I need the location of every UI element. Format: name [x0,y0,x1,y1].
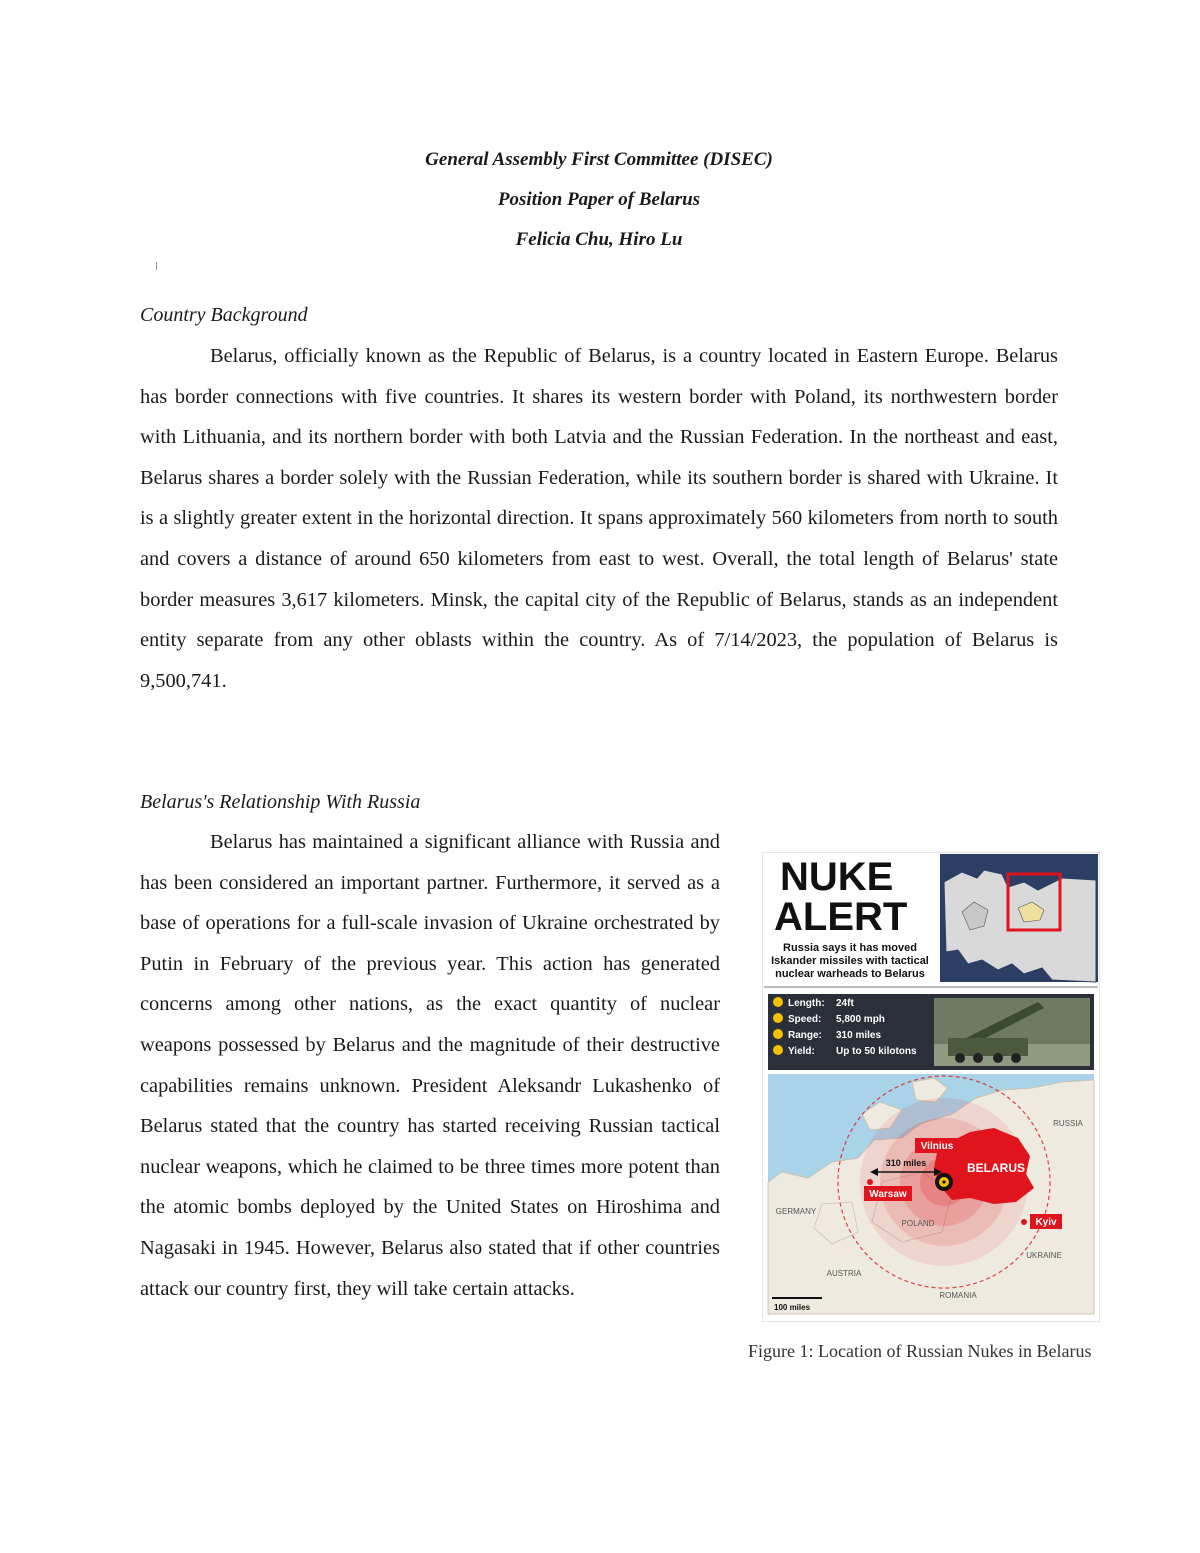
headline-nuke: NUKE [780,855,894,899]
spec-label: Yield: [788,1046,815,1057]
radiation-icon [773,997,783,1007]
scale-label: 100 miles [774,1303,811,1312]
committee-title: General Assembly First Committee (DISEC) [425,149,773,170]
distance-label: 310 miles [885,1158,927,1168]
subhead-line-3: nuclear warheads to Belarus [775,968,925,980]
spec-value: 24ft [836,998,854,1009]
radiation-icon [773,1029,783,1039]
spec-value: 310 miles [836,1030,882,1041]
spec-label: Length: [788,998,825,1009]
subhead-line-2: Iskander missiles with tactical [771,955,929,967]
title-block [140,140,1058,260]
label-germany: GERMANY [775,1207,817,1216]
label-vilnius: Vilnius [920,1141,954,1152]
radiation-icon [773,1013,783,1023]
authors-line: Felicia Chu, Hiro Lu [515,229,683,250]
paper-title: Position Paper of Belarus [497,189,701,210]
figure-caption: Figure 1: Location of Russian Nukes in Belarus [748,1341,1092,1361]
label-belarus: BELARUS [966,1161,1026,1175]
section-heading-background: Country Background [140,304,308,326]
nuke-alert-figure [762,852,1100,1322]
spec-value: 5,800 mph [836,1014,885,1025]
label-ukraine: UKRAINE [1026,1251,1062,1260]
spec-label: Range: [788,1030,822,1041]
label-austria: AUSTRIA [826,1269,862,1278]
label-warsaw: Warsaw [869,1189,907,1200]
inset-europe-map [940,854,1098,982]
label-kyiv: Kyiv [1035,1217,1057,1228]
main-map [768,1074,1094,1314]
stray-mark [156,262,157,270]
label-romania: ROMANIA [939,1291,977,1300]
label-russia: RUSSIA [1053,1119,1083,1128]
label-poland: POLAND [901,1219,935,1228]
subhead-line-1: Russia says it has moved [783,942,917,954]
spec-value: Up to 50 kilotons [836,1046,917,1057]
radiation-icon [773,1045,783,1055]
spec-panel [764,986,1098,1070]
spec-label: Speed: [788,1014,822,1025]
headline-alert: ALERT [774,895,908,939]
paragraph-relationship: Belarus has maintained a significant alliance with Russia and has been considered an important partner. Furthermore, it served as a base of operations for a full-scale invasion of Ukraine orchestrated by Putin in February of the previous year. This action has generated concerns among other nations, as the exact quantity of nuclear weapons possessed by Belarus and the magnitude of their destructive capabilities remains unknown. President Aleksandr Lukashenko of Belarus stated that the country has started receiving Russian tactical nuclear weapons, which he claimed to be three times more potent than the atomic bombs deployed by the United States on Hiroshima and Nagasaki in 1945. However, Belarus also stated that if other countries attack our country first, they will take certain attacks. [140,831,720,1300]
section-heading-relationship: Belarus's Relationship With Russia [140,791,421,813]
paragraph-background: Belarus, officially known as the Republic of Belarus, is a country located in Eastern Europe. Belarus has border connections with five countries. It shares its western border with Poland, its northwestern border with Lithuania, and its northern border with both Latvia and the Russian Federation. In the northeast and east, Belarus shares a border solely with the Russian Federation, while its southern border is shared with Ukraine. It is a slightly greater extent in the horizontal direction. It spans approximately 560 kilometers from north to south and covers a distance of around 650 kilometers from east to west. Overall, the total length of Belarus' state border measures 3,617 kilometers. Minsk, the capital city of the Republic of Belarus, stands as an independent entity separate from any other oblasts within the country. As of 7/14/2023, the population of Belarus is 9,500,741. [140,345,1058,692]
